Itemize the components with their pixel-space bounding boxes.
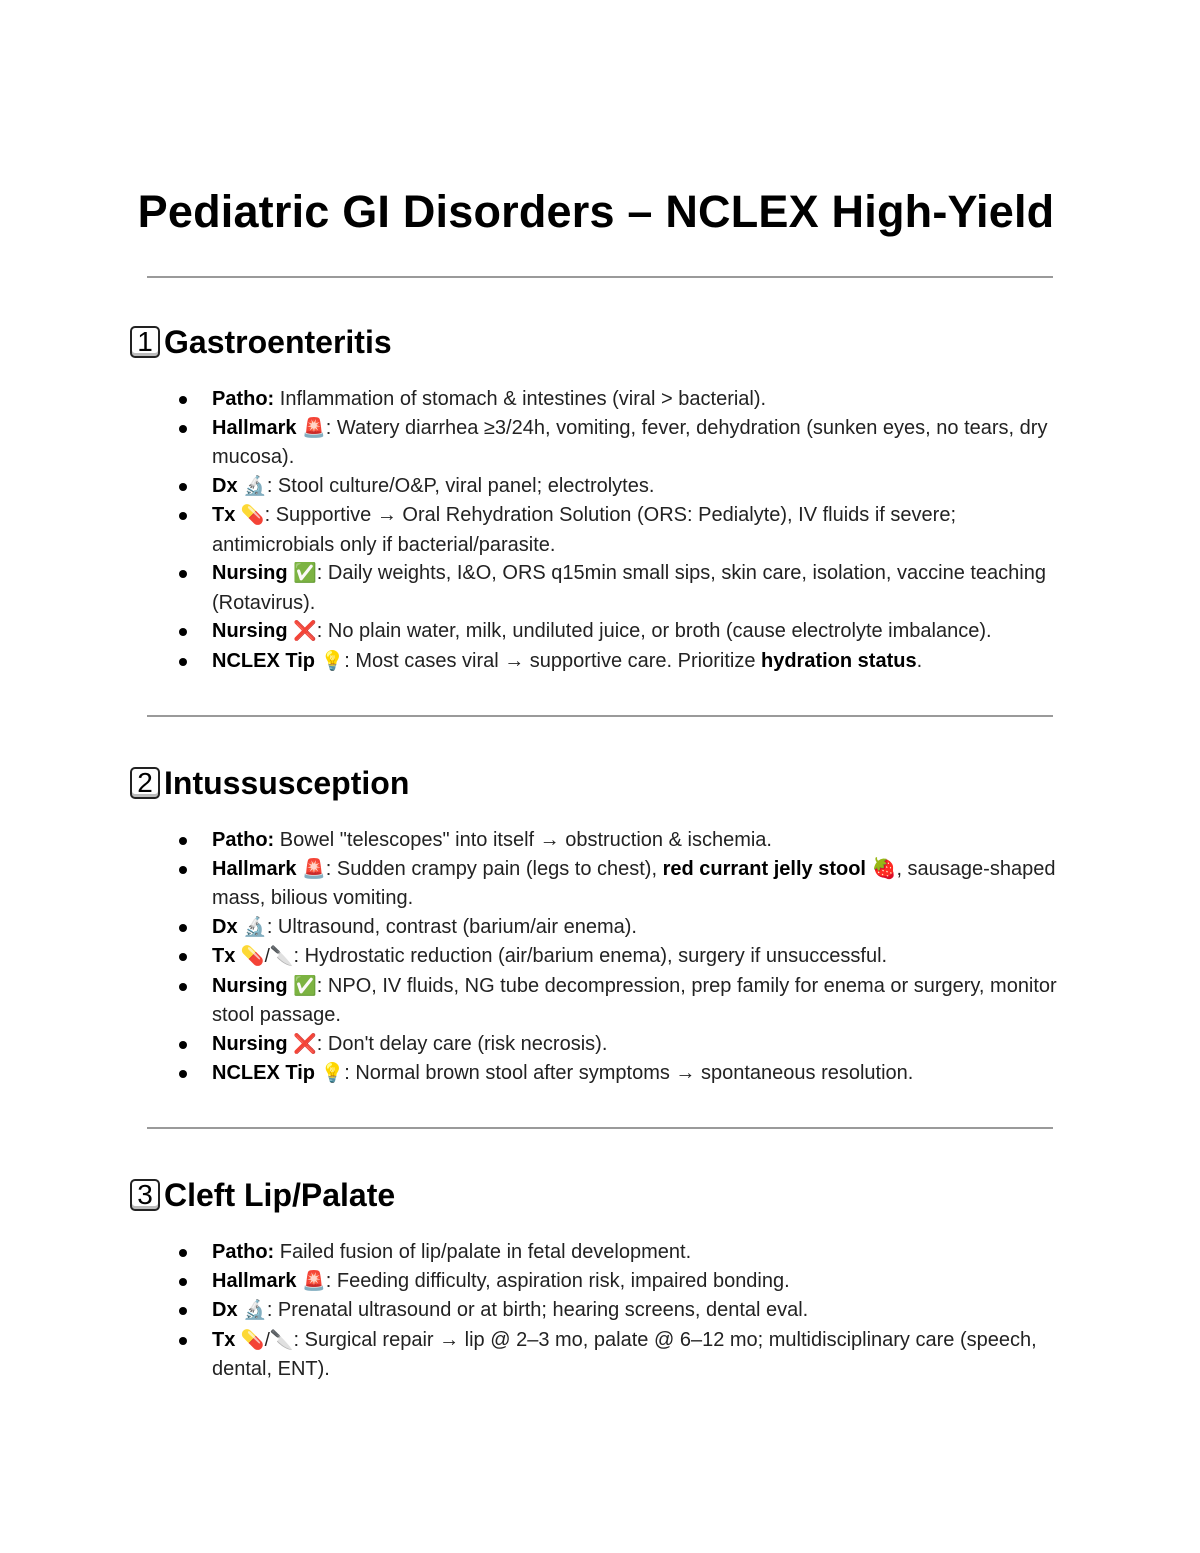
list-item <box>130 855 1070 913</box>
item-label: Patho: <box>212 1241 275 1263</box>
item-label: Tx <box>212 1328 236 1351</box>
list-item <box>130 414 1070 472</box>
list-item <box>130 647 1070 677</box>
item-label: Nursing <box>212 620 288 642</box>
item-label: Patho: <box>212 388 275 410</box>
emoji-icon: 💡 <box>320 650 345 672</box>
item-label: Nursing <box>212 1032 288 1055</box>
item-text: Failed fusion of lip/palate in fetal development. <box>274 1241 692 1263</box>
list-item <box>130 1238 1070 1267</box>
emoji-icon: 💊/🔪 <box>240 946 294 967</box>
bullet-icon <box>179 837 187 845</box>
emoji-icon: 🚨 <box>302 417 326 439</box>
item-label: Patho: <box>212 829 275 851</box>
bullet-icon <box>179 1070 187 1078</box>
keycap-number-icon: 1 <box>130 326 160 358</box>
bullet-icon <box>179 1278 187 1286</box>
section-intussusception <box>130 763 1070 1084</box>
bullet-icon <box>179 512 187 520</box>
section-title: Cleft Lip/Palate <box>164 1176 396 1213</box>
item-text: Inflammation of stomach & intestines (viral > bacterial). <box>274 388 767 410</box>
item-text: . <box>916 649 923 672</box>
list-item <box>130 501 1070 559</box>
list-item <box>130 617 1070 647</box>
list-item <box>130 1030 1070 1060</box>
item-text: : Normal brown stool after symptoms → spontaneous resolution. <box>344 1062 914 1084</box>
emoji-icon: 💊/🔪 <box>240 1329 294 1351</box>
emoji-icon: 🔬 <box>243 916 267 938</box>
bullet-icon <box>179 1307 187 1315</box>
bullet-icon <box>179 628 187 636</box>
emoji-icon: 🔬 <box>243 475 267 497</box>
item-text: : Watery diarrhea ≥3/24h, vomiting, fever, dehydration (sunken eyes, no tears, dry mucosa). <box>212 416 1048 468</box>
bullet-icon <box>179 924 187 932</box>
bullet-list <box>130 826 1070 1089</box>
page-title: Pediatric GI Disorders – NCLEX High-Yield <box>137 186 1055 237</box>
emoji-icon: 💡 <box>320 1063 345 1084</box>
item-label: Dx <box>212 915 238 938</box>
section-title: Intussusception <box>164 764 410 801</box>
bullet-icon <box>179 570 187 578</box>
bullet-icon <box>179 396 187 404</box>
item-label: Hallmark <box>212 857 297 880</box>
item-label: Tx <box>212 945 236 967</box>
list-item <box>130 385 1070 414</box>
emoji-icon: ✅ <box>293 975 317 997</box>
item-label: Nursing <box>212 562 288 584</box>
item-label: Tx <box>212 504 236 526</box>
emoji-icon: ✅ <box>293 563 317 584</box>
list-item <box>130 972 1070 1030</box>
item-label: Nursing <box>212 974 288 997</box>
emoji-icon: 💊 <box>240 505 265 526</box>
item-text: : Feeding difficulty, aspiration risk, impaired bonding. <box>325 1269 790 1292</box>
item-label: Hallmark <box>212 1269 297 1292</box>
bullet-icon <box>179 425 187 433</box>
bullet-icon <box>179 1041 187 1049</box>
item-label: Hallmark <box>212 416 297 439</box>
section-cleft-lip-palate <box>130 1175 1070 1380</box>
emoji-icon: ❌ <box>293 1033 317 1055</box>
item-text: : No plain water, milk, undiluted juice, or broth (cause electrolyte imbalance). <box>316 620 992 642</box>
item-text: 🍓 <box>865 857 897 880</box>
bullet-icon <box>179 983 187 991</box>
divider <box>147 276 1053 278</box>
section-heading <box>130 1175 1070 1215</box>
list-item <box>130 559 1070 617</box>
bold-text: hydration status <box>761 649 917 672</box>
keycap-number-icon: 3 <box>130 1179 160 1211</box>
bullet-icon <box>179 866 187 874</box>
bullet-icon <box>179 1337 187 1345</box>
section-heading <box>130 763 1070 803</box>
bullet-list <box>130 1238 1070 1384</box>
list-item <box>130 942 1070 972</box>
item-label: Dx <box>212 1299 238 1321</box>
list-item <box>130 913 1070 943</box>
item-label: NCLEX Tip <box>212 649 315 672</box>
list-item <box>130 1326 1070 1384</box>
list-item <box>130 1267 1070 1297</box>
item-label: NCLEX Tip <box>212 1062 315 1084</box>
keycap-number-icon: 2 <box>130 767 160 799</box>
list-item <box>130 1296 1070 1326</box>
list-item <box>130 826 1070 855</box>
emoji-icon: ❌ <box>293 621 317 642</box>
bold-text: red currant jelly stool <box>662 857 866 880</box>
item-label: Dx <box>212 474 238 497</box>
item-text: : Stool culture/O&P, viral panel; electrolytes. <box>266 474 655 497</box>
bullet-icon <box>179 483 187 491</box>
item-text: : Supportive → Oral Rehydration Solution (ORS: Pedialyte), IV fluids if severe; antimicrobials only if bacterial/parasite. <box>212 504 956 556</box>
divider <box>147 1127 1053 1129</box>
item-text: : NPO, IV fluids, NG tube decompression, prep family for enema or surgery, monitor stool passage. <box>212 974 1057 1026</box>
item-text: Bowel "telescopes" into itself → obstruction & ischemia. <box>274 829 772 851</box>
item-text: , sausage-shaped mass, bilious vomiting. <box>212 857 1056 909</box>
bullet-list <box>130 385 1070 676</box>
emoji-icon: 🚨 <box>302 858 326 880</box>
section-heading <box>130 322 1070 362</box>
item-text: : Hydrostatic reduction (air/barium enema), surgery if unsuccessful. <box>293 945 888 967</box>
item-text: : Don't delay care (risk necrosis). <box>316 1032 608 1055</box>
item-text: : Prenatal ultrasound or at birth; hearing screens, dental eval. <box>266 1299 809 1321</box>
divider <box>147 715 1053 717</box>
item-text: : Daily weights, I&O, ORS q15min small sips, skin care, isolation, vaccine teaching (Rotavirus). <box>212 562 1046 614</box>
item-text: : Most cases viral → supportive care. Prioritize <box>344 649 761 672</box>
emoji-icon: 🚨 <box>302 1270 326 1292</box>
list-item <box>130 1059 1070 1089</box>
section-title: Gastroenteritis <box>164 323 392 360</box>
item-text: : Ultrasound, contrast (barium/air enema). <box>266 915 637 938</box>
section-gastroenteritis <box>130 322 1070 672</box>
item-text: : Sudden crampy pain (legs to chest), <box>325 857 663 880</box>
bullet-icon <box>179 1249 187 1257</box>
bullet-icon <box>179 658 187 666</box>
list-item <box>130 472 1070 502</box>
item-text: : Surgical repair → lip @ 2–3 mo, palate @ 6–12 mo; multidisciplinary care (speech, dental, ENT). <box>212 1328 1037 1380</box>
bullet-icon <box>179 953 187 961</box>
emoji-icon: 🔬 <box>243 1300 267 1321</box>
